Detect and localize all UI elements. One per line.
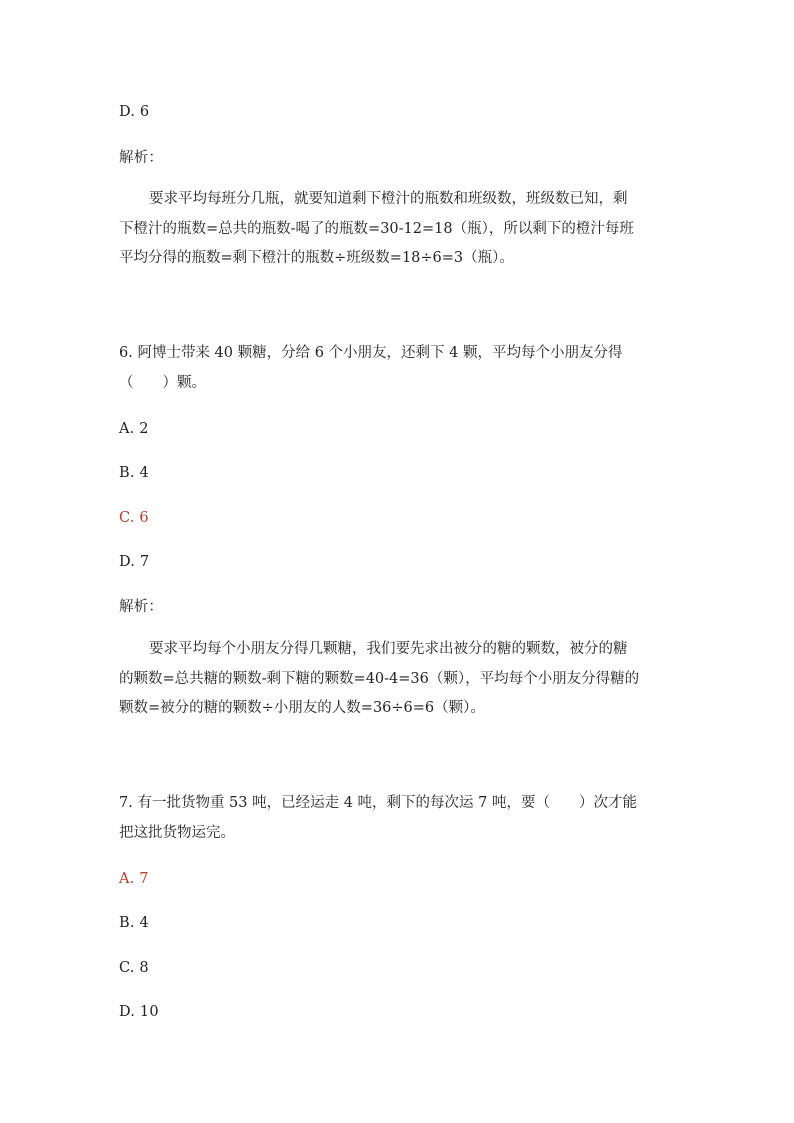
q6-option-a: A. 2 (119, 421, 149, 437)
q6-option-b: B. 4 (119, 465, 149, 481)
q7-stem-line: 把这批货物运完。 (119, 825, 235, 841)
q6-option-d: D. 7 (119, 554, 150, 570)
q5-analysis-line: 平均分得的瓶数=剩下橙汁的瓶数÷班级数=18÷6=3（瓶）。 (119, 250, 514, 266)
q6-analysis-line: 要求平均每个小朋友分得几颗糖，我们要先求出被分的糖的颗数，被分的糖 (149, 641, 628, 657)
q7-option-c: C. 8 (119, 960, 149, 976)
q5-option-d: D. 6 (119, 104, 150, 120)
q6-analysis (119, 635, 675, 724)
q6-analysis-line: 的颗数=总共糖的颗数-剩下糖的颗数=40-4=36（颗），平均每个小朋友分得糖的 (119, 670, 640, 687)
q7-option-a-correct: A. 7 (119, 871, 149, 887)
q6-analysis-line: 颗数=被分的糖的颗数÷小朋友的人数=36÷6=6（颗）。 (119, 700, 485, 716)
q7-stem (119, 789, 675, 849)
q7-option-d: D. 10 (119, 1004, 159, 1020)
q5-analysis-line: 要求平均每班分几瓶，就要知道剩下橙汁的瓶数和班级数，班级数已知，剩 (149, 191, 628, 207)
q5-analysis-label: 解析： (119, 150, 164, 166)
q6-stem (119, 339, 675, 399)
q6-stem-line: （ ）颗。 (119, 375, 206, 391)
q6-option-c-correct: C. 6 (119, 510, 149, 526)
q7-stem-line: 7. 有一批货物重 53 吨，已经运走 4 吨，剩下的每次运 7 吨，要（ ）次才能 (119, 795, 637, 811)
q6-stem-line: 6. 阿博士带来 40 颗糖，分给 6 个小朋友，还剩下 4 颗，平均每个小朋友分得 (119, 345, 623, 361)
q5-analysis (119, 185, 675, 274)
q5-analysis-line: 下橙汁的瓶数=总共的瓶数-喝了的瓶数=30-12=18（瓶），所以剩下的橙汁每班 (119, 220, 634, 237)
q7-option-b: B. 4 (119, 915, 149, 931)
q6-analysis-label: 解析： (119, 599, 164, 615)
